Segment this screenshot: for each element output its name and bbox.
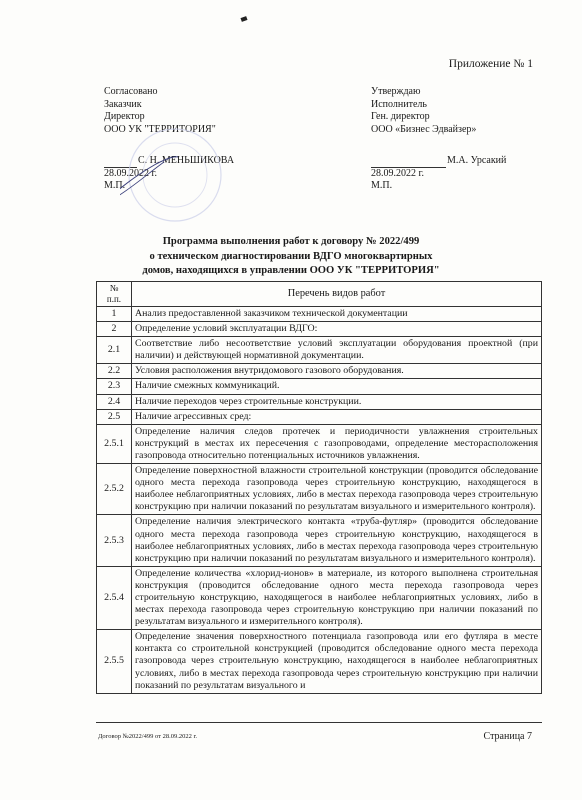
row-text: Определение наличия следов протечек и периодичности увлажнения строительных конструкций в местах их пересечения с газопроводами, определение месторасположения газопровода относительно потенциальных источников увлажнения. xyxy=(132,424,542,463)
page-bottom-rule xyxy=(96,722,542,724)
row-number: 2.5.3 xyxy=(97,515,132,566)
scan-artifact xyxy=(240,16,247,22)
row-number: 2.5.5 xyxy=(97,630,132,693)
row-number: 2.2 xyxy=(97,364,132,379)
table-row xyxy=(97,364,542,379)
table-row xyxy=(97,630,542,693)
row-number: 2.5.2 xyxy=(97,464,132,515)
approved-line: Заказчик xyxy=(104,98,142,110)
document-title xyxy=(90,235,492,279)
footer-contract: Договор №2022/499 от 28.09.2022 г. xyxy=(98,733,198,740)
approved-line: ООО УК "ТЕРРИТОРИЯ" xyxy=(104,123,216,135)
appendix-label: Приложение № 1 xyxy=(448,58,533,70)
approved-seal: М.П. xyxy=(104,180,126,192)
row-number: 2.4 xyxy=(97,394,132,409)
row-text: Определение поверхностной влажности строительной конструкции (проводится обследование одного места перехода газопровода через строительную конструкцию, находящегося в наиболее неблагоприятных условиях, либо в местах перехода газопровода через строительную конструкцию при наличии показаний по результатам визуального и измерительного контроля). xyxy=(132,464,542,515)
row-number: 2.3 xyxy=(97,379,132,394)
row-text: Наличие агрессивных сред: xyxy=(132,409,542,424)
footer-page-number: Страница 7 xyxy=(483,731,532,742)
signature-stroke xyxy=(120,162,164,196)
table-row xyxy=(97,464,542,515)
confirmed-signature xyxy=(371,155,506,193)
table-row xyxy=(97,394,542,409)
row-text: Наличие переходов через строительные конструкции. xyxy=(132,394,542,409)
row-text: Определение наличия электрического контакта «труба-футляр» (проводится обследование одного места перехода газопровода через строительную конструкцию, находящегося в наиболее неблагоприятных условиях, либо в местах перехода газопровода через строительную конструкцию при наличии показаний по результатам визуального и измерительного контроля). xyxy=(132,515,542,566)
column-header-number: № п.п. xyxy=(97,282,132,307)
approved-line: Директор xyxy=(104,111,145,123)
approved-line: Согласовано xyxy=(104,86,158,97)
row-number: 2.5.1 xyxy=(97,424,132,463)
title-line: Программа выполнения работ к договору № 2022/499 xyxy=(162,236,420,247)
approved-date: 28.09.2022 г. xyxy=(104,167,157,179)
approved-signer: С. Н. МЕНЬШИКОВА xyxy=(138,155,235,166)
row-text: Определение количества «хлорид-ионов» в материале, из которого выполнена строительная конструкция (проводится обследование одного места перехода газопровода через строительную конструкцию, находящегося в наиболее неблагоприятных условиях, либо в местах перехода газопровода через строительную конструкцию при наличии показаний по результатам визуального и измерительного контроля). xyxy=(132,566,542,629)
row-number: 2 xyxy=(97,322,132,337)
table-header-row xyxy=(97,282,542,307)
table-row xyxy=(97,322,542,337)
confirmed-date: 28.09.2022 г. xyxy=(371,167,424,179)
stamp-seal xyxy=(120,120,230,230)
table-row xyxy=(97,424,542,463)
title-line: о техническом диагностировании ВДГО многоквартирных xyxy=(149,250,433,262)
row-text: Определение условий эксплуатации ВДГО: xyxy=(132,322,542,337)
table-row xyxy=(97,566,542,629)
table-row xyxy=(97,515,542,566)
row-text: Соответствие либо несоответствие условий эксплуатации оборудования проектной (при наличии) и действующей нормативной документации. xyxy=(132,337,542,364)
confirmed-signer: М.А. Урсакий xyxy=(447,155,507,166)
row-text: Анализ предоставленной заказчиком технической документации xyxy=(132,307,542,322)
column-header-description: Перечень видов работ xyxy=(132,282,542,307)
table-row xyxy=(97,337,542,364)
confirmed-line: Утверждаю xyxy=(371,86,421,97)
confirmed-line: Исполнитель xyxy=(371,98,427,110)
row-number: 2.1 xyxy=(97,337,132,364)
row-text: Условия расположения внутридомового газового оборудования. xyxy=(132,364,542,379)
row-number: 2.5.4 xyxy=(97,566,132,629)
table-row xyxy=(97,307,542,322)
row-number: 2.5 xyxy=(97,409,132,424)
confirmed-block xyxy=(371,86,551,136)
confirmed-line: ООО «Бизнес Эдвайзер» xyxy=(371,123,477,135)
confirmed-seal: М.П. xyxy=(371,180,393,192)
title-line: домов, находящихся в управлении ООО УК "ТЕРРИТОРИЯ" xyxy=(142,265,440,277)
row-number: 1 xyxy=(97,307,132,322)
works-table xyxy=(96,281,542,694)
table-row xyxy=(97,379,542,394)
row-text: Наличие смежных коммуникаций. xyxy=(132,379,542,394)
row-text: Определение значения поверхностного потенциала газопровода или его футляра в месте контакта со строительной конструкцией (проводится обследование одного места перехода газопровода через строительную конструкцию, находящегося в наиболее неблагоприятных условиях, либо в местах перехода газопровода через строительную конструкцию при наличии показаний по результатам визуального и xyxy=(132,630,542,693)
table-row xyxy=(97,409,542,424)
confirmed-line: Ген. директор xyxy=(371,111,430,123)
